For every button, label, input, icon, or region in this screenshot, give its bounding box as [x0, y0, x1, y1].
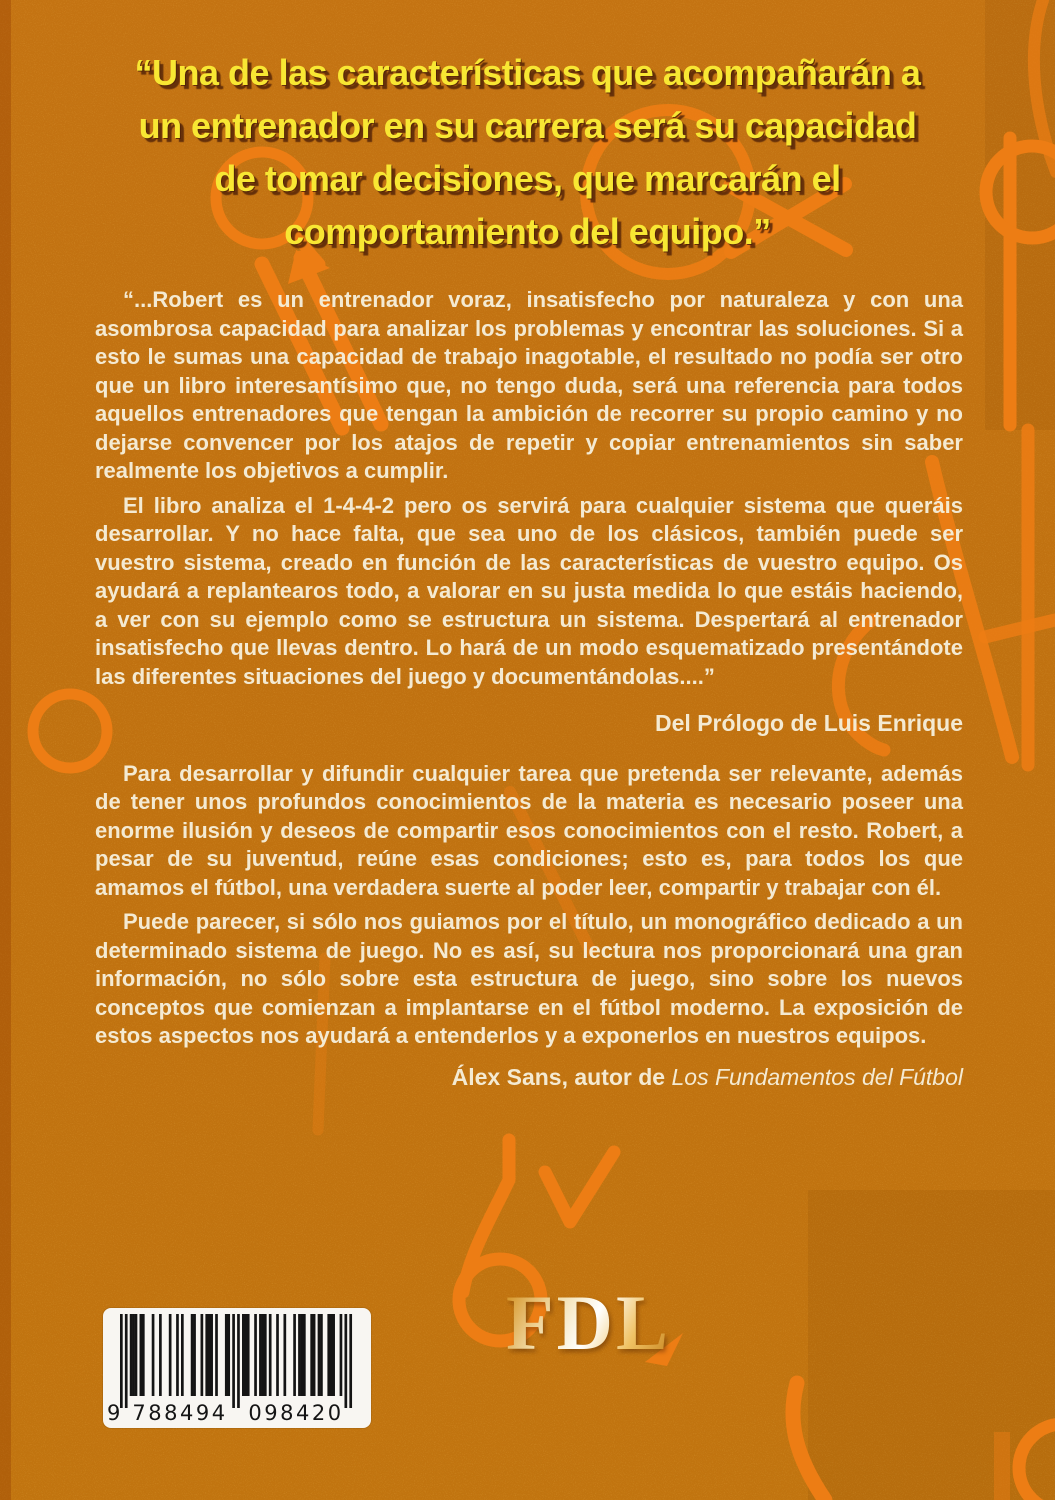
review-credit [95, 1063, 963, 1092]
barcode-digit-group2: 098420 [248, 1401, 344, 1425]
barcode-digit-group1: 788494 [132, 1401, 228, 1425]
barcode-bars [120, 1314, 352, 1408]
body-paragraph-1: “...Robert es un entrenador voraz, insatisfecho por naturaleza y con una asombrosa capacidad para analizar los problemas y encontrar las soluciones. Si a esto le sumas una capacidad de trabajo inagotable, el resultado no podía ser otro que un libro interesantísimo que, no tengo duda, será una referencia para todos aquellos entrenadores que tengan la ambición de recorrer su propio camino y no dejarse convencer por los atajos de repetir y copiar entrenamientos sin saber realmente los objetivos a cumplir. [95, 287, 963, 483]
doodle-bottom-right-ring [1019, 1424, 1055, 1500]
headline-line-1: “Una de las características que acompañarán a [134, 52, 921, 93]
body-paragraph-4: Puede parecer, si sólo nos guiamos por el título, un monográfico dedicado a un determinado sistema de juego. No es así, su lectura nos proporcionará una gran información, no sólo sobre esta estructura de juego, sino sobre los nuevos conceptos que comienzan a implantarse en el fútbol moderno. La exposición de estos aspectos nos ayudará a entenderlos y a exponerlos en nuestros equipos. [95, 909, 963, 1048]
back-cover-text [95, 286, 963, 1113]
body-paragraph-3: Para desarrollar y difundir cualquier tarea que pretenda ser relevante, además de tener unos profundos conocimientos de la materia es necesario poseer una enorme ilusión y deseos de compartir esos conocimientos con el resto. Robert, a pesar de su juventud, reúne esas condiciones; esto es, para todos los que amamos el fútbol, una verdadera suerte al poder leer, compartir y trabajar con él. [95, 760, 963, 900]
doodle-right-cross [985, 620, 1055, 637]
doodle-small-bar [994, 1432, 1010, 1500]
review-credit-author: Álex Sans, autor de [451, 1063, 672, 1090]
headline-quote [0, 46, 1055, 258]
barcode-digit-left: 9 [107, 1401, 123, 1425]
body-paragraph-2: El libro analiza el 1-4-4-2 pero os servirá para cualquier sistema que queráis desarrollar. Y no hace falta, que sea uno de los clásicos, también puede ser vuestro sistema, creado en función de las características de vuestro equipo. Os ayudará a replantearos todo, a valorar en su justa medida lo que estáis haciendo, a ver con su ejemplo como se estructura un sistema. Despertará al entrenador insatisfecho que llevas dentro. Lo hará de un modo esquematizado presentándote las diferentes situaciones del juego y documentándolas....” [95, 492, 963, 689]
isbn-barcode [103, 1308, 371, 1428]
barcode-svg [103, 1308, 371, 1428]
doodle-bottom-curve [793, 1383, 825, 1500]
review-credit-book-title: Los Fundamentos del Fútbol [671, 1063, 963, 1090]
headline-line-3: de tomar decisiones, que marcarán el [214, 158, 841, 199]
headline-line-2: un entrenador en su carrera será su capacidad [138, 105, 917, 146]
doodle-check-mark [545, 1152, 614, 1222]
headline-line-4: comportamiento del equipo.” [284, 211, 771, 252]
prologue-credit: Del Prólogo de Luis Enrique [655, 710, 963, 736]
publisher-logo-fdl: FDL [506, 1279, 671, 1366]
